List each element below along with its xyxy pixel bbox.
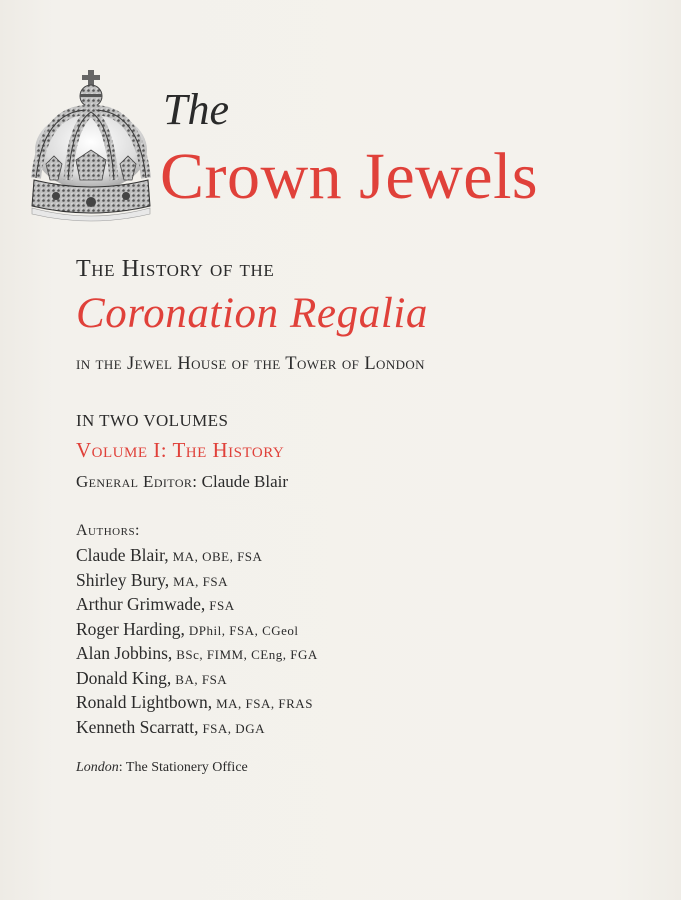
crown-icon <box>26 68 156 228</box>
subtitle-line-3: in the Jewel House of the Tower of London <box>76 354 425 374</box>
author-name: Claude Blair, <box>76 545 169 565</box>
author-credentials: BA, FSA <box>175 671 228 687</box>
general-editor <box>76 472 288 492</box>
author-credentials: MA, FSA <box>173 573 228 589</box>
list-item <box>76 667 318 692</box>
author-credentials: BSc, FIMM, CEng, FGA <box>176 647 318 662</box>
list-item <box>76 569 318 594</box>
author-credentials: DPhil, FSA, CGeol <box>188 622 299 638</box>
author-name: Alan Jobbins, <box>76 643 173 663</box>
editor-name: Claude Blair <box>201 472 289 491</box>
author-name: Shirley Bury, <box>76 569 170 590</box>
book-title: Crown Jewels <box>160 140 539 213</box>
list-item <box>76 691 318 716</box>
publisher-name: : The Stationery Office <box>118 760 248 775</box>
list-item <box>76 716 318 741</box>
editor-label: General Editor: <box>76 472 198 491</box>
publisher-imprint <box>76 760 248 776</box>
author-name: Kenneth Scarratt, <box>76 716 199 737</box>
subtitle-line-1: The History of the <box>76 256 275 282</box>
list-item <box>76 593 318 618</box>
author-credentials: FSA, DGA <box>202 720 265 736</box>
author-name: Arthur Grimwade, <box>76 594 206 614</box>
subtitle-line-2: Coronation Regalia <box>76 290 429 337</box>
author-name: Donald King, <box>76 667 172 688</box>
author-credentials: MA, OBE, FSA <box>172 549 263 564</box>
authors-list <box>76 544 318 740</box>
author-credentials: FSA <box>209 598 235 613</box>
authors-heading: Authors: <box>76 522 141 539</box>
publisher-city: London <box>76 760 119 775</box>
title-the: The <box>163 85 229 134</box>
list-item <box>76 618 318 643</box>
list-item <box>76 544 318 569</box>
volume-title: Volume I: The History <box>76 438 285 462</box>
volumes-count: IN TWO VOLUMES <box>76 411 229 430</box>
author-credentials: MA, FSA, FRAS <box>216 696 313 711</box>
author-name: Roger Harding, <box>76 618 185 639</box>
list-item <box>76 642 318 667</box>
author-name: Ronald Lightbown, <box>76 692 213 712</box>
